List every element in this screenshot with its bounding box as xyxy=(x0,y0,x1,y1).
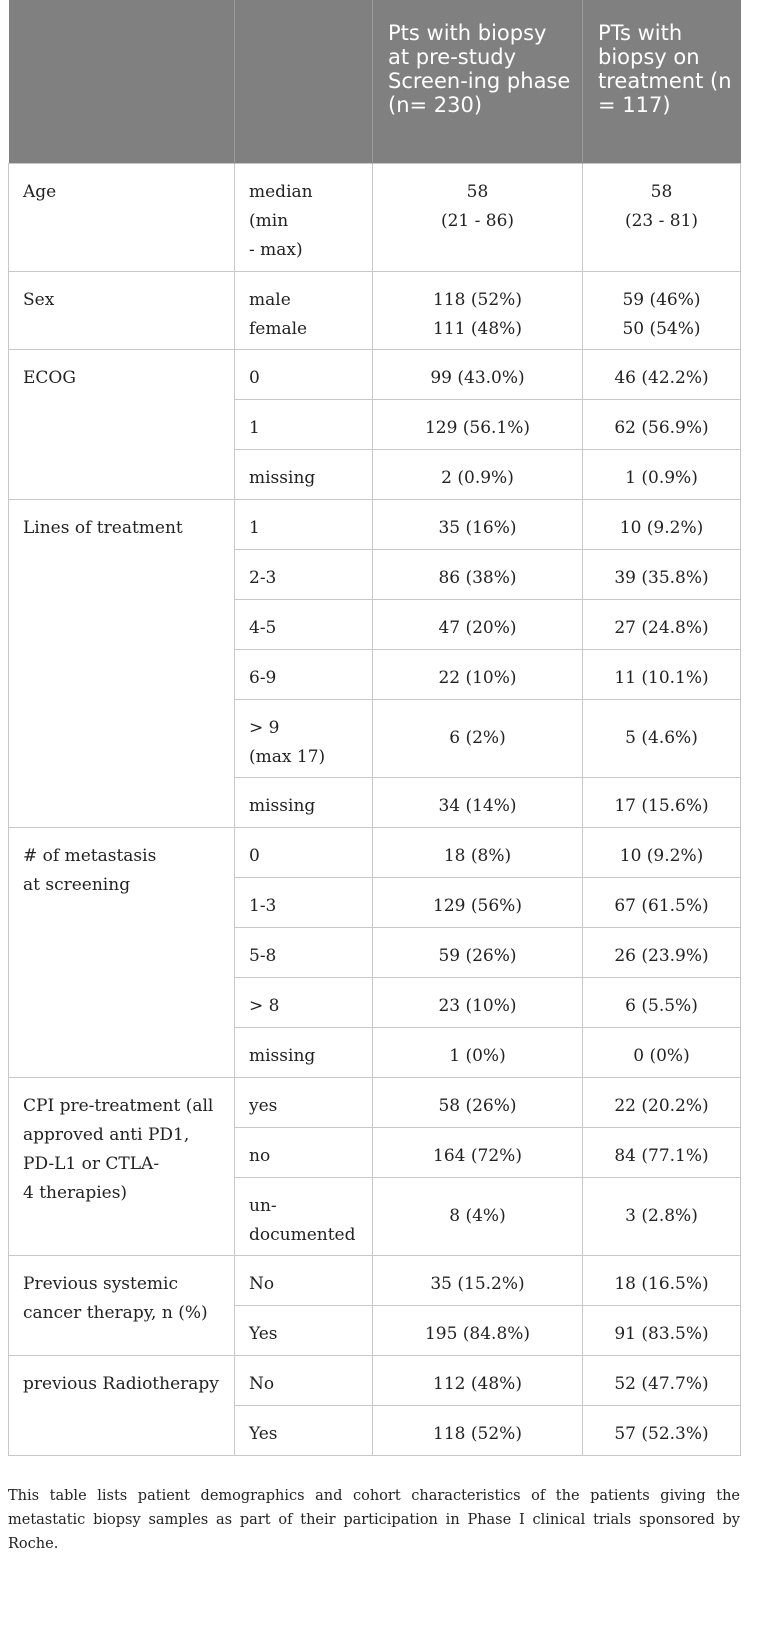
subcategory-cell: 0 xyxy=(235,827,373,877)
subcategory-cell: 0 xyxy=(235,349,373,399)
value-cell-on-treatment: 1 (0.9%) xyxy=(583,449,741,499)
subcategory-cell: no xyxy=(235,1127,373,1177)
subcategory-cell: 4-5 xyxy=(235,599,373,649)
category-cell: ECOG xyxy=(9,349,235,499)
table-caption: This table lists patient demographics and cohort characteristics of the patients giving the metastatic biopsy samples as part of their participation in Phase I clinical trials sponsored by Roche. xyxy=(8,1488,740,1552)
subcategory-cell: 1 xyxy=(235,499,373,549)
value-cell-screening: 1 (0%) xyxy=(373,1027,583,1077)
value-cell-on-treatment: 52 (47.7%) xyxy=(583,1355,741,1405)
subcategory-cell: > 9 (max 17) xyxy=(235,699,373,777)
category-cell: CPI pre-treatment (all approved anti PD1, PD-L1 or CTLA- 4 therapies) xyxy=(9,1077,235,1255)
value-cell-on-treatment: 62 (56.9%) xyxy=(583,399,741,449)
subcategory-cell: No xyxy=(235,1355,373,1405)
value-cell-on-treatment: 17 (15.6%) xyxy=(583,777,741,827)
table-container xyxy=(8,0,740,1456)
value-cell-screening: 34 (14%) xyxy=(373,777,583,827)
value-cell-screening: 164 (72%) xyxy=(373,1127,583,1177)
table-row xyxy=(9,499,741,549)
value-cell-on-treatment: 27 (24.8%) xyxy=(583,599,741,649)
value-cell-on-treatment: 6 (5.5%) xyxy=(583,977,741,1027)
value-cell-screening: 6 (2%) xyxy=(373,699,583,777)
value-cell-screening: 118 (52%) 111 (48%) xyxy=(373,271,583,349)
value-cell-on-treatment: 11 (10.1%) xyxy=(583,649,741,699)
demographics-table xyxy=(8,0,741,1456)
value-cell-on-treatment: 67 (61.5%) xyxy=(583,877,741,927)
subcategory-cell: male female xyxy=(235,271,373,349)
value-cell-on-treatment: 22 (20.2%) xyxy=(583,1077,741,1127)
value-cell-screening: 35 (15.2%) xyxy=(373,1255,583,1305)
category-cell: Lines of treatment xyxy=(9,499,235,827)
value-cell-screening: 47 (20%) xyxy=(373,599,583,649)
value-cell-screening: 58 (21 - 86) xyxy=(373,163,583,271)
value-cell-on-treatment: 10 (9.2%) xyxy=(583,499,741,549)
value-cell-on-treatment: 18 (16.5%) xyxy=(583,1255,741,1305)
table-row xyxy=(9,1255,741,1305)
value-cell-screening: 129 (56.1%) xyxy=(373,399,583,449)
category-cell: # of metastasis at screening xyxy=(9,827,235,1077)
subcategory-cell: yes xyxy=(235,1077,373,1127)
subcategory-cell: missing xyxy=(235,777,373,827)
value-cell-on-treatment: 91 (83.5%) xyxy=(583,1305,741,1355)
table-row xyxy=(9,271,741,349)
category-cell: Previous systemic cancer therapy, n (%) xyxy=(9,1255,235,1355)
subcategory-cell: 6-9 xyxy=(235,649,373,699)
header-row xyxy=(9,0,741,163)
value-cell-on-treatment: 59 (46%) 50 (54%) xyxy=(583,271,741,349)
header-cell-subcategory xyxy=(235,0,373,163)
value-cell-screening: 59 (26%) xyxy=(373,927,583,977)
table-row xyxy=(9,1077,741,1127)
value-cell-screening: 35 (16%) xyxy=(373,499,583,549)
value-cell-on-treatment: 10 (9.2%) xyxy=(583,827,741,877)
category-cell: Age xyxy=(9,163,235,271)
subcategory-cell: missing xyxy=(235,1027,373,1077)
value-cell-screening: 129 (56%) xyxy=(373,877,583,927)
value-cell-screening: 58 (26%) xyxy=(373,1077,583,1127)
value-cell-on-treatment: 58 (23 - 81) xyxy=(583,163,741,271)
header-cell-category xyxy=(9,0,235,163)
value-cell-screening: 18 (8%) xyxy=(373,827,583,877)
value-cell-screening: 195 (84.8%) xyxy=(373,1305,583,1355)
header-cell-on-treatment: PTs with biopsy on treatment (n = 117) xyxy=(583,0,741,163)
table-row xyxy=(9,827,741,877)
subcategory-cell: Yes xyxy=(235,1305,373,1355)
subcategory-cell: 1-3 xyxy=(235,877,373,927)
value-cell-on-treatment: 46 (42.2%) xyxy=(583,349,741,399)
value-cell-on-treatment: 26 (23.9%) xyxy=(583,927,741,977)
value-cell-on-treatment: 3 (2.8%) xyxy=(583,1177,741,1255)
value-cell-on-treatment: 0 (0%) xyxy=(583,1027,741,1077)
subcategory-cell: 5-8 xyxy=(235,927,373,977)
value-cell-screening: 86 (38%) xyxy=(373,549,583,599)
value-cell-screening: 112 (48%) xyxy=(373,1355,583,1405)
value-cell-on-treatment: 57 (52.3%) xyxy=(583,1405,741,1455)
value-cell-screening: 23 (10%) xyxy=(373,977,583,1027)
value-cell-on-treatment: 84 (77.1%) xyxy=(583,1127,741,1177)
value-cell-on-treatment: 39 (35.8%) xyxy=(583,549,741,599)
subcategory-cell: No xyxy=(235,1255,373,1305)
value-cell-screening: 99 (43.0%) xyxy=(373,349,583,399)
subcategory-cell: un- documented xyxy=(235,1177,373,1255)
category-cell: Sex xyxy=(9,271,235,349)
subcategory-cell: missing xyxy=(235,449,373,499)
subcategory-cell: median (min - max) xyxy=(235,163,373,271)
value-cell-screening: 118 (52%) xyxy=(373,1405,583,1455)
category-cell: previous Radiotherapy xyxy=(9,1355,235,1455)
header-cell-screening: Pts with biopsy at pre-study Screen-ing phase (n= 230) xyxy=(373,0,583,163)
value-cell-on-treatment: 5 (4.6%) xyxy=(583,699,741,777)
table-row xyxy=(9,163,741,271)
subcategory-cell: > 8 xyxy=(235,977,373,1027)
value-cell-screening: 8 (4%) xyxy=(373,1177,583,1255)
value-cell-screening: 2 (0.9%) xyxy=(373,449,583,499)
subcategory-cell: 2-3 xyxy=(235,549,373,599)
table-row xyxy=(9,1355,741,1405)
table-row xyxy=(9,349,741,399)
subcategory-cell: Yes xyxy=(235,1405,373,1455)
subcategory-cell: 1 xyxy=(235,399,373,449)
value-cell-screening: 22 (10%) xyxy=(373,649,583,699)
